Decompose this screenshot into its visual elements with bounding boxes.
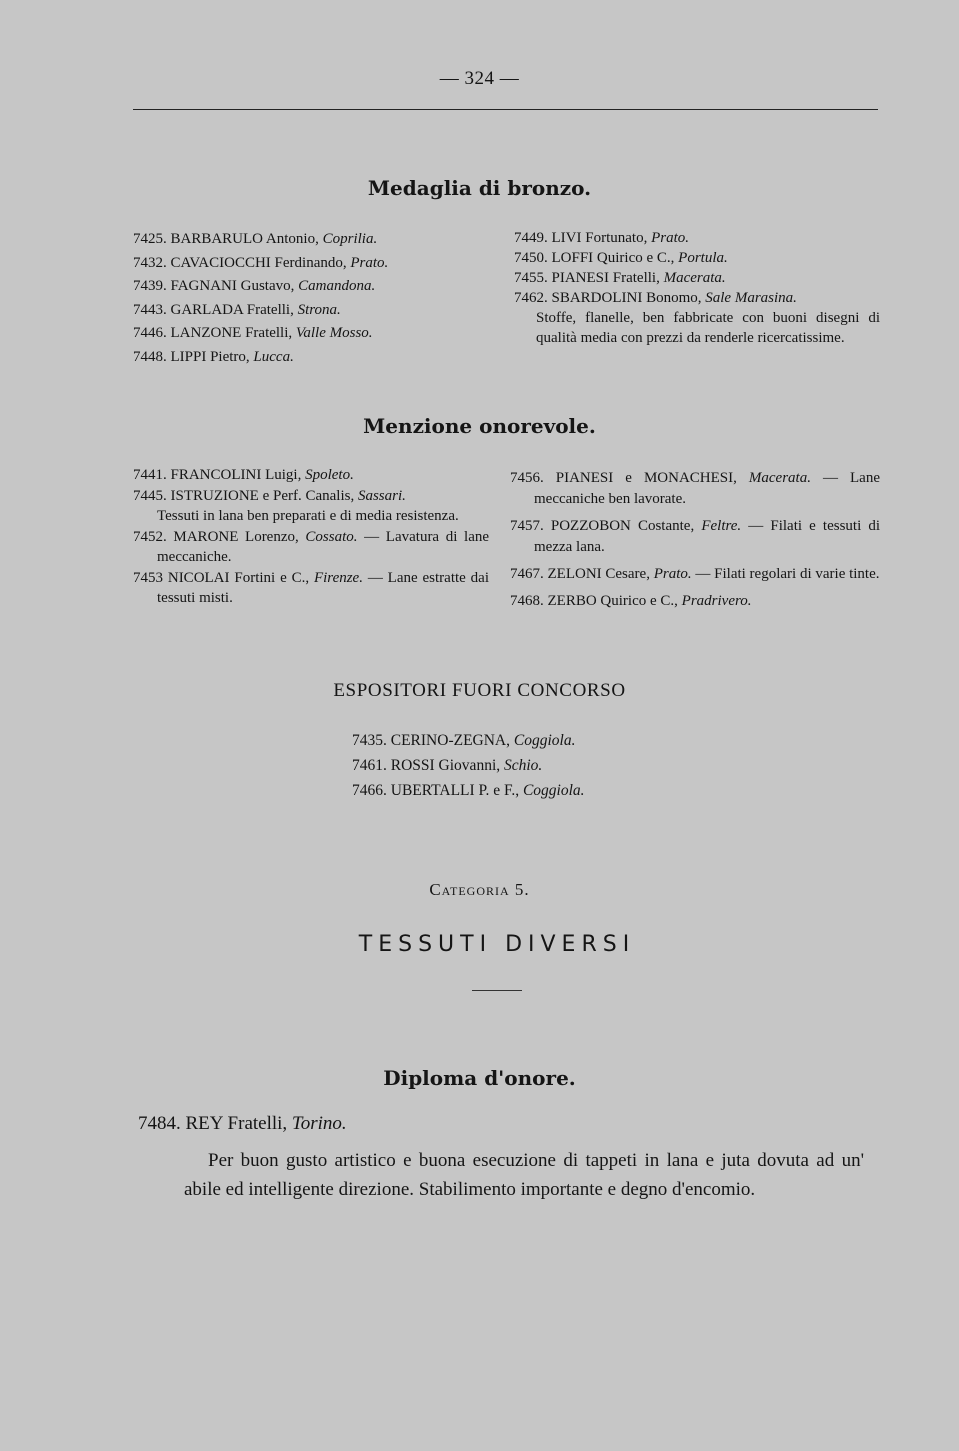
list-item: 7446. LANZONE Fratelli, Valle Mosso.: [133, 325, 373, 341]
entry-description: Stoffe, flanelle, ben fabbricate con buoni disegni di qualità media con prezzi da renderle ricercatissime.: [536, 310, 880, 346]
header-rule: [133, 109, 878, 110]
section-rule: [472, 990, 522, 991]
menzione-left-column: [133, 465, 489, 609]
list-item: 7461. ROSSI Giovanni, Schio.: [352, 757, 543, 774]
list-item: 7467. ZELONI Cesare, Prato. — Filati regolari di varie tinte.: [510, 566, 880, 582]
list-item: 7443. GARLADA Fratelli, Strona.: [133, 301, 341, 318]
list-item: 7462. SBARDOLINI Bonomo, Sale Marasina.: [514, 290, 797, 306]
entry-description: Per buon gusto artistico e buona esecuzione di tappeti in lana e juta dovuta ad un' abile ed intelligente direzione. Stabilimento importante e degno d'encomio.: [184, 1150, 864, 1200]
list-item: 7453 NICOLAI Fortini e C., Firenze. — Lane estratte dai tessuti misti.: [133, 569, 490, 606]
list-item: 7455. PIANESI Fratelli, Macerata.: [514, 270, 726, 286]
list-item: 7441. FRANCOLINI Luigi, Spoleto.: [133, 467, 354, 483]
list-item: 7435. CERINO-ZEGNA, Coggiola.: [352, 732, 576, 749]
list-item: 7439. FAGNANI Gustavo, Camandona.: [133, 278, 376, 294]
entry-description: Tessuti in lana ben preparati e di media resistenza.: [157, 508, 459, 524]
list-item: 7449. LIVI Fortunato, Prato.: [514, 230, 689, 246]
list-item: 7457. POZZOBON Costante, Feltre. — Filati e tessuti di mezza lana.: [510, 518, 881, 555]
list-item: 7484. REY Fratelli, Torino.: [138, 1113, 347, 1134]
list-item: 7456. PIANESI e MONACHESI, Macerata. — Lane meccaniche ben lavorate.: [510, 470, 880, 507]
list-item: 7448. LIPPI Pietro, Lucca.: [133, 348, 294, 365]
heading-medaglia-bronzo: Medaglia di bronzo.: [367, 176, 592, 200]
bronzo-right-column: [514, 228, 880, 348]
bronzo-left-column: [133, 228, 483, 369]
heading-menzione-onorevole: Menzione onorevole.: [363, 414, 596, 438]
list-item: 7452. MARONE Lorenzo, Cossato. — Lavatura di lane meccaniche.: [133, 528, 490, 565]
list-item: 7425. BARBARULO Antonio, Coprilia.: [133, 231, 378, 247]
list-item: 7445. ISTRUZIONE e Perf. Canalis, Sassari.: [133, 487, 406, 504]
list-item: 7450. LOFFI Quirico e C., Portula.: [514, 250, 728, 266]
heading-diploma-onore: Diploma d'onore.: [383, 1066, 576, 1090]
list-item: 7468. ZERBO Quirico e C., Pradrivero.: [510, 593, 752, 609]
menzione-right-column: [510, 468, 880, 612]
category-label: Categoria 5.: [429, 880, 530, 899]
list-item: 7466. UBERTALLI P. e F., Coggiola.: [352, 782, 585, 799]
heading-fuori-concorso: ESPOSITORI FUORI CONCORSO: [333, 680, 626, 701]
list-item: 7432. CAVACIOCCHI Ferdinando, Prato.: [133, 254, 389, 271]
section-title: TESSUTI DIVERSI: [358, 932, 636, 957]
fuori-concorso-list: [352, 728, 585, 803]
page-number: — 324 —: [439, 68, 520, 89]
